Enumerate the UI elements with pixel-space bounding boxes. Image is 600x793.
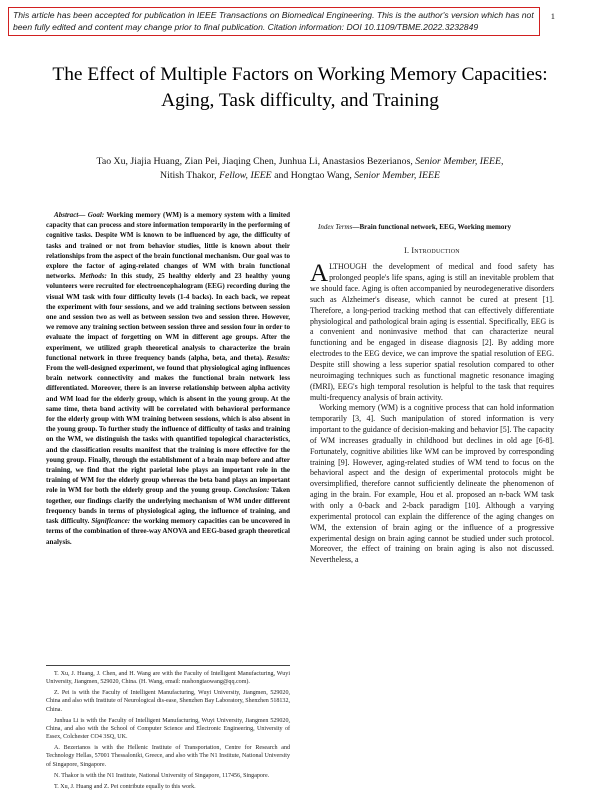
conclusion-label: Conclusion:: [233, 486, 270, 495]
significance-text: the working memory capacities can be uncovered in terms of the combination of three-way ANOVA and EEG-based graph theoretical analysis.: [46, 517, 290, 546]
index-terms-text: —Brain functional network, EEG, Working memory: [352, 223, 512, 231]
footnote: T. Xu, J. Huang, J. Chen, and H. Wang are with the Faculty of Intelligent Manufacturing, Wuyi University, Jiangmen, 529020, China. (H. Wang, email: nushongtaowang@qq.com).: [46, 671, 290, 686]
significance-label: Significance:: [91, 517, 131, 526]
left-column: [46, 210, 290, 547]
drop-cap: A: [310, 260, 329, 288]
footnote: A. Bezerianos is with the Hellenic Institute of Transportation, Centre for Research and Technology Hellas, 57001 Thessaloniki, Greece, and also with The N1 Institute, National University of Singapore, Singapore.: [46, 745, 290, 768]
intro-first-word: LTHOUGH: [329, 262, 367, 272]
methods-text: In this study, 25 healthy elderly and 23 healthy young volunteers were recruited for electroencephalogram (EEG) recording during the visual WM task with four difficulty levels (1-4 backs). In each back, we repeat the experiment with four sessions, and we add training sections between session one and session two as well as between session two and session three. However, we remove any training section between session three and session four in order to evaluate the impact of forgetting on WM in different age groups. After the experiment, we utilized graph theoretical analysis to characterize the brain functional network in three frequency bands (alpha, beta, and theta).: [46, 272, 290, 362]
right-column: [310, 210, 554, 566]
goal-label: — Goal:: [78, 211, 105, 219]
results-label: Results:: [266, 353, 290, 362]
intro-paragraph-1: [310, 262, 554, 403]
abstract: [46, 210, 290, 547]
author-name-thakor: Nitish Thakor,: [160, 169, 217, 181]
section-heading-introduction: I. Introduction: [404, 246, 460, 256]
intro-paragraph-2: Working memory (WM) is a cognitive process that can hold information temporarily [3, 4]. Such manipulation of stored information is very important to the guidance of decision-making and behavior [5]. The capacity of WM increases gradually in childhood but declines in old age [6-8]. Fortunately, cognitive abilities like WM can be improved by corresponding training [9]. However, aging-related studies of WM tend to focus on the behavioral aspect and the design of experimental protocols might be oversimplified, therefore cannot sufficiently delineate the phenomenon of aging in the brain. For example, Hou et al. proposed an n-back WM task with only a 0-back and 2-back paradigm [10]. Although a varying experimental protocol can explain the difference of the aging changes on WM, the extension of brain aging or the influence of a progressive experimental design on brain aging cannot be studied under such protocol. Moreover, the effect of training on brain aging is also not discussed. Nevertheless, a: [310, 403, 554, 565]
publication-notice: This article has been accepted for publication in IEEE Transactions on Biomedical Engineering. This is the author's version which has not been fully edited and content may change prior to final publication. Citation information: DOI 10.1109/TBME.2022.3232849: [8, 7, 540, 36]
affiliation-footnotes: [46, 665, 290, 793]
author-role-2: Fellow, IEEE: [219, 169, 272, 181]
methods-label: Methods:: [79, 272, 107, 281]
results-text: From the well-designed experiment, we found that physiological aging influences brain network connectivity and makes the functional brain network less differentiated. Moreover, there is an inverse relationship between alpha activity and WM load for the elderly group, which is absent in the young group. At the same time, theta band activity will be correlated with behavioral performance for the elderly group with WM training between sessions, which is also absent in the young group. To further study the influence of difficulty of tasks and training on the WM, we distinguish the tasks with quantified topological characteristics, and the classification results manifest that the training is more effective for the young group. Finally, through the establishment of a brain map before and after training, we find that the right parietal lobe plays an important role in the training of WM for the elderly group whereas the beta band plays an important role in WM for both the elderly group and the young group.: [46, 364, 290, 495]
footnote: Junhua Li is with the Faculty of Intelligent Manufacturing, Wuyi University, Jiangmen 529020, China, and also with the School of Computer Science and Electronic Engineering, University of Essex, Colchester CO4 3SQ, UK.: [46, 717, 290, 741]
intro-paragraph-1-text: the development of medical and food safety has prolonged people's life spans, aging is still an inevitable problem that we should face. Aging is often accompanied by neurodegenerative disorders such as Alzheimer's disease, which cannot be cured at present [1]. Therefore, a long-period tracking method that can effectively differentiate physiological and pathological brain aging is essential. Specifically, EEG is a convenient and noninvasive method that can characterize neural functioning and be engaged in disease diagnosis [2]. By adding more electrodes to the EEG device, we can improve the spatial resolution of EEG. Despite still showing a less superior spatial resolution compared to other neuroimaging techniques such as functional magnetic resonance imaging (fMRI), EEG's high temporal resolution is helpful to the task that requires multi-frequency analysis of brain activity.: [310, 262, 554, 402]
author-role-1: Senior Member, IEEE,: [415, 156, 504, 167]
abstract-label: Abstract: [54, 211, 79, 219]
footnote: Z. Pei is with the Faculty of Intelligent Manufacturing, Wuyi University, Jiangmen, 529020, China and also with Institute of Neurological dis-ease, Shenzhen Bay Laboratory, Shenzhen 518132, China.: [46, 690, 290, 713]
author-list: [55, 155, 545, 182]
author-name-wang: and Hongtao Wang,: [274, 169, 352, 181]
author-role-3: Senior Member, IEEE: [354, 169, 440, 181]
page-number: 1: [550, 11, 555, 21]
footnote: T. Xu, J. Huang and Z. Pei contribute equally to this work.: [54, 783, 196, 790]
paper-title: The Effect of Multiple Factors on Working Memory Capacities: Aging, Task difficulty, and Training: [52, 64, 548, 111]
index-terms: [310, 222, 554, 232]
goal-text: Working memory (WM) is a memory system with a limited capacity that can process and store information temporarily in the performing of cognitive tasks. Despite WM is known to be influenced by age, the difficulty of tasks and trained or not from behavior studies, little is known about their relationships from the aspect of the brain functional mechanism. Our goal was to explore the factor of aging-related changes of WM with brain functional networks.: [46, 211, 290, 281]
footnote: N. Thakor is with the N1 Institute, National University of Singapore, 117456, Singapore.: [54, 772, 270, 779]
conclusion-text: Taken together, our findings clarify the underlying mechanism of WM under different frequency bands in terms of physiological aging, the influence of training, and task difficulty.: [46, 486, 290, 526]
index-terms-label: Index Terms: [318, 223, 353, 231]
author-names-line1: Tao Xu, Jiajia Huang, Zian Pei, Jiaqing Chen, Junhua Li, Anastasios Bezerianos,: [96, 156, 413, 167]
